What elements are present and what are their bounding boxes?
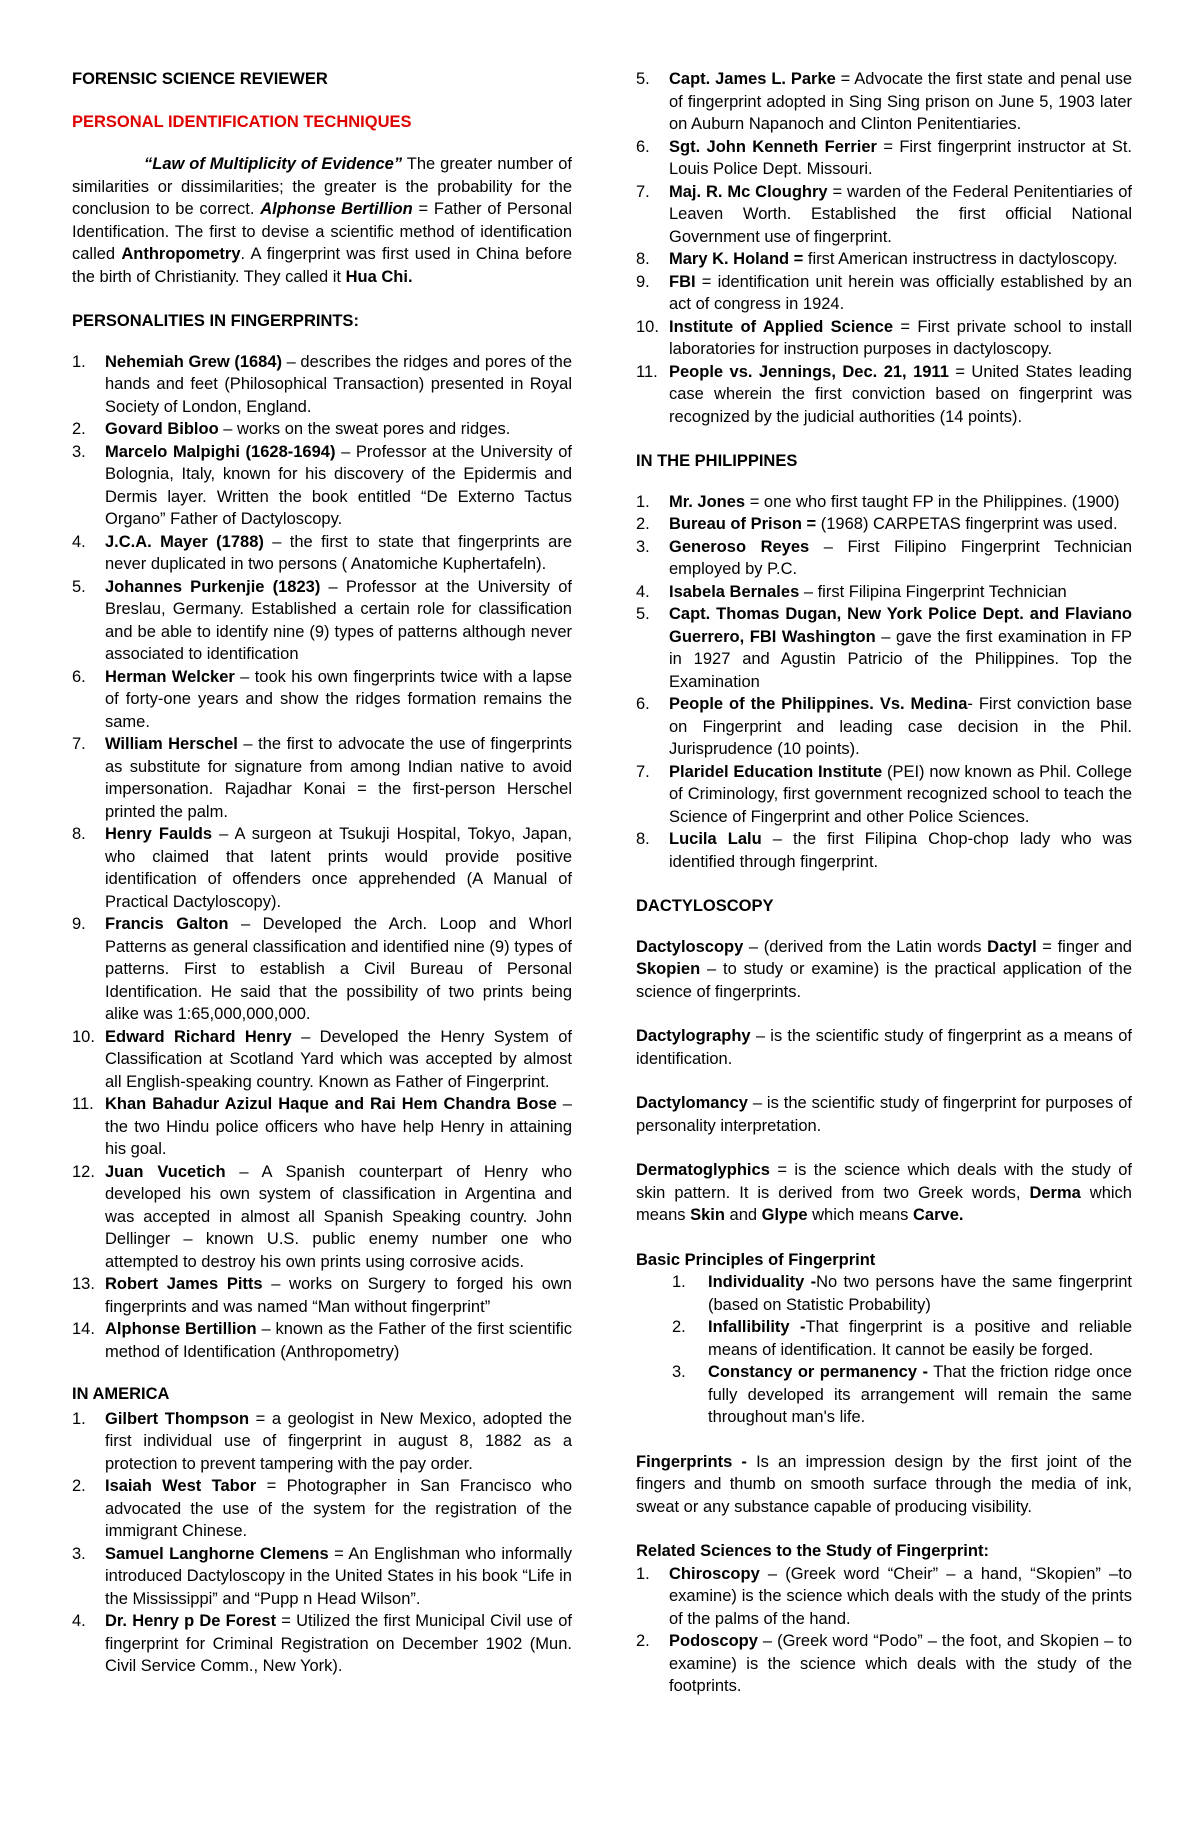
definition-text: which means — [636, 1183, 1132, 1224]
list-item-name: Capt. Thomas Dugan, New York Police Dept. and Flaviano Guerrero, FBI Washington — [669, 605, 1132, 646]
dactyl-term: Dactyl — [987, 937, 1037, 956]
list-item-number: 1. — [636, 492, 650, 511]
definition-text: – is the scientific study of fingerprint for purposes of personality interpretation. — [636, 1094, 1132, 1135]
derma-term: Derma — [1029, 1183, 1081, 1202]
list-item-number: 1. — [636, 1564, 650, 1583]
dactylomancy-term: Dactylomancy — [636, 1094, 748, 1112]
personalities-list — [72, 351, 572, 1364]
list-item-number: 2. — [636, 515, 650, 533]
list-item — [636, 1563, 1132, 1631]
list-item-name: Govard Bibloo — [105, 420, 219, 438]
list-item-name: Chiroscopy — [669, 1564, 760, 1583]
list-item-text: – (Greek word “Podo” – the foot, and Skopien – to examine) is the science which deals with the study of the footprints. — [669, 1632, 1132, 1695]
list-item-name: William Herschel — [105, 735, 238, 753]
list-item-name: Institute of Applied Science — [669, 317, 894, 336]
bertillon-text: = Father of Personal Identification. The first to devise a scientific method of identification called — [72, 200, 572, 263]
list-item — [72, 1610, 572, 1678]
glype-term: Glype — [761, 1206, 808, 1224]
left-column — [72, 68, 572, 1678]
list-item-number: 2. — [672, 1318, 686, 1336]
list-item-number: 1. — [72, 352, 86, 371]
list-item — [672, 1361, 1132, 1429]
list-item-number: 2. — [636, 1632, 650, 1650]
list-item-text: first American instructress in dactyloscopy. — [803, 250, 1118, 268]
definition-text: Is an impression design by the first joint of the fingers and thumb on smooth surface through the media of ink, sweat or any substance capable of producing visibility. — [636, 1452, 1132, 1516]
list-item-number: 14. — [72, 1320, 95, 1338]
list-item-text: = Utilized the first Municipal Civil use of fingerprint for Criminal Registration on December 1902 (Mun. Civil Service Comm., New York). — [105, 1612, 572, 1675]
list-item-text: (PEI) now known as Phil. College of Criminology, first government recognized school to teach the Science of Fingerprint and other Police Sciences. — [669, 762, 1132, 826]
list-item-text: = First fingerprint instructor at St. Louis Police Dept. Missouri. — [669, 137, 1133, 178]
list-item-text: – A Spanish counterpart of Henry who developed his own system of classification in Argentina and was accepted in almost all Spanish Speaking country. John Dellinger – known U.S. public enemy number one who attempted to destroy his own prints using corrosive acids. — [105, 1162, 572, 1271]
list-item-name: Lucila Lalu — [669, 830, 762, 848]
list-item — [72, 1093, 572, 1161]
list-item-name: Podoscopy — [669, 1632, 758, 1650]
list-item-name: Isabela Bernales — [669, 582, 800, 601]
list-item-name: Mr. Jones — [669, 492, 746, 511]
definition-text: – to study or examine) is the practical application of the science of fingerprints. — [636, 960, 1132, 1001]
dactylomancy-definition — [636, 1092, 1132, 1137]
definition-text: = is the science which deals with the study of skin pattern. It is derived from two Greek words, — [636, 1161, 1132, 1202]
list-item-text: – (Greek word “Cheir” – a hand, “Skopien” –to examine) is the science which deals with the study of the prints of the palms of the hand. — [669, 1564, 1132, 1628]
list-item — [72, 823, 572, 913]
list-item — [672, 1271, 1132, 1316]
list-item-name: Dr. Henry p De Forest — [105, 1612, 277, 1630]
list-item-name: Nehemiah Grew (1684) — [105, 352, 283, 371]
related-sciences-heading: Related Sciences to the Study of Fingerprint: — [636, 1542, 989, 1560]
list-item-text: = Photographer in San Francisco who advocated the use of the system for the registration of the immigrant Chinese. — [105, 1477, 572, 1540]
list-item — [636, 693, 1132, 761]
list-item-number: 4. — [636, 582, 650, 601]
list-item-name: Edward Richard Henry — [105, 1027, 292, 1046]
definition-text: and — [724, 1206, 762, 1224]
list-item — [636, 248, 1132, 271]
list-item — [72, 351, 572, 419]
definition-text: = finger and — [1036, 937, 1132, 956]
personalities-heading: PERSONALITIES IN FINGERPRINTS: — [72, 312, 359, 330]
principles-heading: Basic Principles of Fingerprint — [636, 1250, 876, 1269]
list-item — [636, 536, 1132, 581]
list-item-number: 10. — [636, 317, 659, 336]
list-item — [72, 1408, 572, 1476]
list-item-name: People vs. Jennings, Dec. 21, 1911 — [669, 362, 949, 381]
law-text: The greater number of similarities or dissimilarities; the greater is the probability for the conclusion to be correct. — [72, 155, 572, 218]
list-item-text: – the first to state that fingerprints are never duplicated in two persons ( Anatomiche Kuphertafeln). — [105, 532, 573, 573]
principles-list — [672, 1271, 1132, 1429]
philippines-list — [636, 491, 1132, 874]
list-item-text: – the first Filipina Chop-chop lady who was identified through fingerprint. — [669, 830, 1132, 871]
list-item-text: – A surgeon at Tsukuji Hospital, Tokyo, Japan, who claimed that latent prints would provide positive identification of offenders once apprehended (A Manual of Practical Dactyloscopy). — [105, 825, 572, 911]
list-item-number: 3. — [672, 1363, 686, 1381]
list-item — [72, 1026, 572, 1094]
list-item-number: 12. — [72, 1162, 95, 1181]
fingerprints-definition — [636, 1451, 1132, 1519]
hua-chi-term: Hua Chi. — [345, 267, 413, 286]
list-item-text: No two persons have the same fingerprint (based on Statistic Probability) — [708, 1273, 1132, 1314]
list-item — [72, 576, 572, 666]
list-item-text: – known as the Father of the first scientific method of Identification (Anthropometry) — [105, 1320, 572, 1361]
list-item-name: Francis Galton — [105, 915, 229, 933]
list-item-name: FBI — [669, 272, 696, 291]
list-item-name: Generoso Reyes — [669, 537, 810, 556]
list-item — [72, 1161, 572, 1274]
list-item-text: (1968) CARPETAS fingerprint was used. — [816, 515, 1118, 533]
list-item-name: Marcelo Malpighi (1628-1694) — [105, 442, 336, 461]
list-item-number: 8. — [72, 825, 86, 843]
right-column — [636, 68, 1132, 1698]
list-item-number: 7. — [636, 762, 650, 781]
list-item — [72, 913, 572, 1026]
list-item-number: 9. — [636, 272, 650, 291]
list-item-number: 5. — [636, 70, 650, 88]
list-item-number: 6. — [636, 695, 650, 713]
list-item — [672, 1316, 1132, 1361]
list-item-number: 3. — [72, 442, 86, 461]
skin-term: Skin — [690, 1206, 725, 1224]
list-item-text: – the two Hindu police officers who have help Henry in attaining his goal. — [105, 1095, 572, 1158]
list-item-text: = identification unit herein was officially established by an act of congress in 1924. — [669, 272, 1132, 313]
list-item-name: Infallibility - — [708, 1318, 806, 1336]
list-item-text: – First Filipino Fingerprint Technician employed by P.C. — [669, 537, 1132, 578]
list-item-number: 6. — [72, 667, 86, 686]
dactyloscopy-definition — [636, 936, 1132, 1004]
list-item — [72, 1543, 572, 1611]
list-item-number: 8. — [636, 830, 650, 848]
list-item-number: 2. — [72, 420, 86, 438]
list-item — [72, 733, 572, 823]
list-item-number: 9. — [72, 915, 86, 933]
list-item-text: = United States leading case wherein the first conviction based on fingerprint was recognized by the judicial authorities (14 points). — [669, 362, 1132, 426]
dermatoglyphics-term: Dermatoglyphics — [636, 1161, 770, 1179]
list-item — [72, 531, 572, 576]
intro-paragraph — [72, 153, 572, 288]
document-title: FORENSIC SCIENCE REVIEWER — [72, 70, 328, 88]
list-item-name: Alphonse Bertillion — [105, 1320, 257, 1338]
list-item-name: Bureau of Prison = — [669, 515, 817, 533]
philippines-heading: IN THE PHILIPPINES — [636, 452, 798, 470]
definition-text: – (derived from the Latin words — [743, 937, 988, 956]
skopien-term: Skopien — [636, 960, 701, 978]
list-item-text: – took his own fingerprints twice with a lapse of forty-one years and show the ridges formation remains the same. — [105, 667, 572, 731]
list-item-text: – first Filipina Fingerprint Technician — [799, 582, 1067, 601]
list-item-name: Samuel Langhorne Clemens — [105, 1544, 329, 1563]
china-text: . A fingerprint was first used in China before the birth of Christianity. They called it — [72, 245, 572, 286]
list-item — [72, 1318, 572, 1363]
list-item — [636, 761, 1132, 829]
list-item-number: 1. — [72, 1409, 86, 1428]
list-item-number: 3. — [636, 537, 650, 556]
list-item-number: 8. — [636, 250, 650, 268]
list-item — [72, 418, 572, 441]
list-item-name: J.C.A. Mayer (1788) — [105, 532, 264, 551]
america-list — [72, 1408, 572, 1678]
list-item-name: Isaiah West Tabor — [105, 1477, 257, 1495]
list-item-text: – Professor at the University of Breslau, Germany. Established a certain role for classification and be able to identify nine (9) types of patterns although never associated to identification — [105, 577, 572, 663]
list-item — [636, 828, 1132, 873]
section-title: PERSONAL IDENTIFICATION TECHNIQUES — [72, 112, 412, 131]
list-item-text: That fingerprint is a positive and reliable means of identification. It cannot be easily be forged. — [708, 1318, 1132, 1359]
list-item-text: = First private school to install laboratories for instruction purposes in dactyloscopy. — [669, 317, 1132, 358]
list-item-number: 11. — [636, 362, 658, 381]
definition-text: which means — [807, 1206, 913, 1224]
list-item-text: – the first to advocate the use of fingerprints as substitute for signature from among Indian native to avoid impersonation. Rajadhar Konai = the first-person Herschel printed the palm. — [105, 735, 572, 821]
dactyloscopy-heading: DACTYLOSCOPY — [636, 897, 774, 915]
list-item-number: 2. — [72, 1477, 86, 1495]
list-item — [636, 361, 1132, 429]
list-item-number: 6. — [636, 137, 650, 156]
list-item — [636, 181, 1132, 249]
list-item-number: 11. — [72, 1095, 94, 1113]
law-name: “Law of Multiplicity of Evidence” — [144, 155, 403, 173]
anthropometry-term: Anthropometry — [121, 245, 241, 263]
list-item-text: – works on the sweat pores and ridges. — [218, 420, 511, 438]
related-sciences-list — [636, 1563, 1132, 1698]
list-item — [72, 666, 572, 734]
fingerprints-term: Fingerprints - — [636, 1452, 747, 1471]
list-item — [636, 513, 1132, 536]
dactylography-definition — [636, 1025, 1132, 1070]
list-item-text: – works on Surgery to forged his own fingerprints and was named “Man without fingerprint” — [105, 1275, 572, 1316]
list-item-text: - First conviction base on Fingerprint and leading case decision in the Phil. Jurisprudence (10 points). — [669, 695, 1132, 758]
list-item-number: 4. — [72, 532, 86, 551]
list-item-name: Khan Bahadur Azizul Haque and Rai Hem Chandra Bose — [105, 1095, 557, 1113]
list-item-number: 7. — [636, 182, 650, 201]
list-item — [72, 441, 572, 531]
list-item-text: – Professor at the University of Bolognia, Italy, known for his discovery of the Epidermis and Dermis layer. Written the book entitled “De Externo Tactus Organo” Father of Dactyloscopy. — [105, 442, 572, 528]
list-item-number: 7. — [72, 735, 86, 753]
list-item-name: Mary K. Holand = — [669, 250, 804, 268]
list-item — [636, 1630, 1132, 1698]
list-item-name: Juan Vucetich — [105, 1162, 226, 1181]
list-item-number: 1. — [672, 1273, 686, 1291]
list-item-name: Gilbert Thompson — [105, 1409, 250, 1428]
list-item — [636, 68, 1132, 136]
list-item-name: Plaridel Education Institute — [669, 762, 883, 781]
list-item-name: Robert James Pitts — [105, 1275, 263, 1293]
dermatoglyphics-definition — [636, 1159, 1132, 1227]
list-item — [636, 316, 1132, 361]
bertillon-name: Alphonse Bertillion — [260, 200, 413, 218]
list-item-text: = one who first taught FP in the Philippines. (1900) — [745, 492, 1120, 511]
america-heading: IN AMERICA — [72, 1385, 170, 1403]
list-item — [636, 491, 1132, 514]
list-item-text: – describes the ridges and pores of the hands and feet (Philosophical Transaction) presented in Royal Society of London, England. — [105, 352, 572, 416]
list-item-name: Individuality - — [708, 1273, 817, 1291]
list-item-name: Henry Faulds — [105, 825, 213, 843]
list-item — [636, 271, 1132, 316]
list-item-number: 5. — [72, 577, 86, 596]
list-item-number: 3. — [72, 1544, 86, 1563]
list-item-text: = Advocate the first state and penal use of fingerprint adopted in Sing Sing prison on June 5, 1903 later on Auburn Napanoch and Clinton Penitentiaries. — [669, 70, 1132, 133]
list-item-number: 10. — [72, 1027, 95, 1046]
list-item-text: – gave the first examination in FP in 1927 and Agustin Patricio of the Philippines. Top the Examination — [669, 627, 1132, 691]
list-item-name: Constancy or permanency - — [708, 1363, 928, 1381]
list-item-text: That the friction ridge once fully developed its arrangement will remain the same throughout man's life. — [708, 1363, 1132, 1426]
list-item-name: Herman Welcker — [105, 667, 235, 686]
list-item-name: Maj. R. Mc Cloughry — [669, 182, 828, 201]
list-item-name: People of the Philippines. Vs. Medina — [669, 695, 968, 713]
list-item — [72, 1273, 572, 1318]
list-item-text: – Developed the Arch. Loop and Whorl Patterns as general classification and identified nine (9) types of patterns. First to establish a Civil Bureau of Personal Identification. He said that the possibility of two prints being alike was 1:65,000,000,000. — [105, 915, 572, 1023]
list-item-text: = An Englishman who informally introduced Dactyloscopy in the United States in his book “Life in the Mississippi” and “Pupp n Head Wilson”. — [105, 1544, 572, 1608]
list-item-text: – Developed the Henry System of Classification at Scotland Yard which was accepted by almost all English-speaking country. Known as Father of Fingerprint. — [105, 1027, 573, 1091]
list-item-number: 4. — [72, 1612, 86, 1630]
dactyloscopy-term: Dactyloscopy — [636, 937, 744, 956]
list-item-name: Sgt. John Kenneth Ferrier — [669, 137, 877, 156]
list-item — [72, 1475, 572, 1543]
list-item-number: 13. — [72, 1275, 95, 1293]
dactylography-term: Dactylography — [636, 1027, 751, 1045]
definition-text: – is the scientific study of fingerprint as a means of identification. — [636, 1027, 1132, 1068]
america-list-continued — [636, 68, 1132, 428]
carve-term: Carve. — [913, 1206, 964, 1224]
list-item-text: = a geologist in New Mexico, adopted the first individual use of fingerprint in august 8, 1882 as a protection to prevent tampering with the pay order. — [105, 1409, 572, 1473]
list-item — [636, 603, 1132, 693]
list-item — [636, 136, 1132, 181]
list-item-name: Capt. James L. Parke — [669, 70, 836, 88]
list-item-name: Johannes Purkenjie (1823) — [105, 577, 321, 596]
list-item-number: 5. — [636, 605, 650, 623]
list-item — [636, 581, 1132, 604]
list-item-text: = warden of the Federal Penitentiaries of Leaven Worth. Established the first official National Government use of fingerprint. — [669, 182, 1132, 246]
